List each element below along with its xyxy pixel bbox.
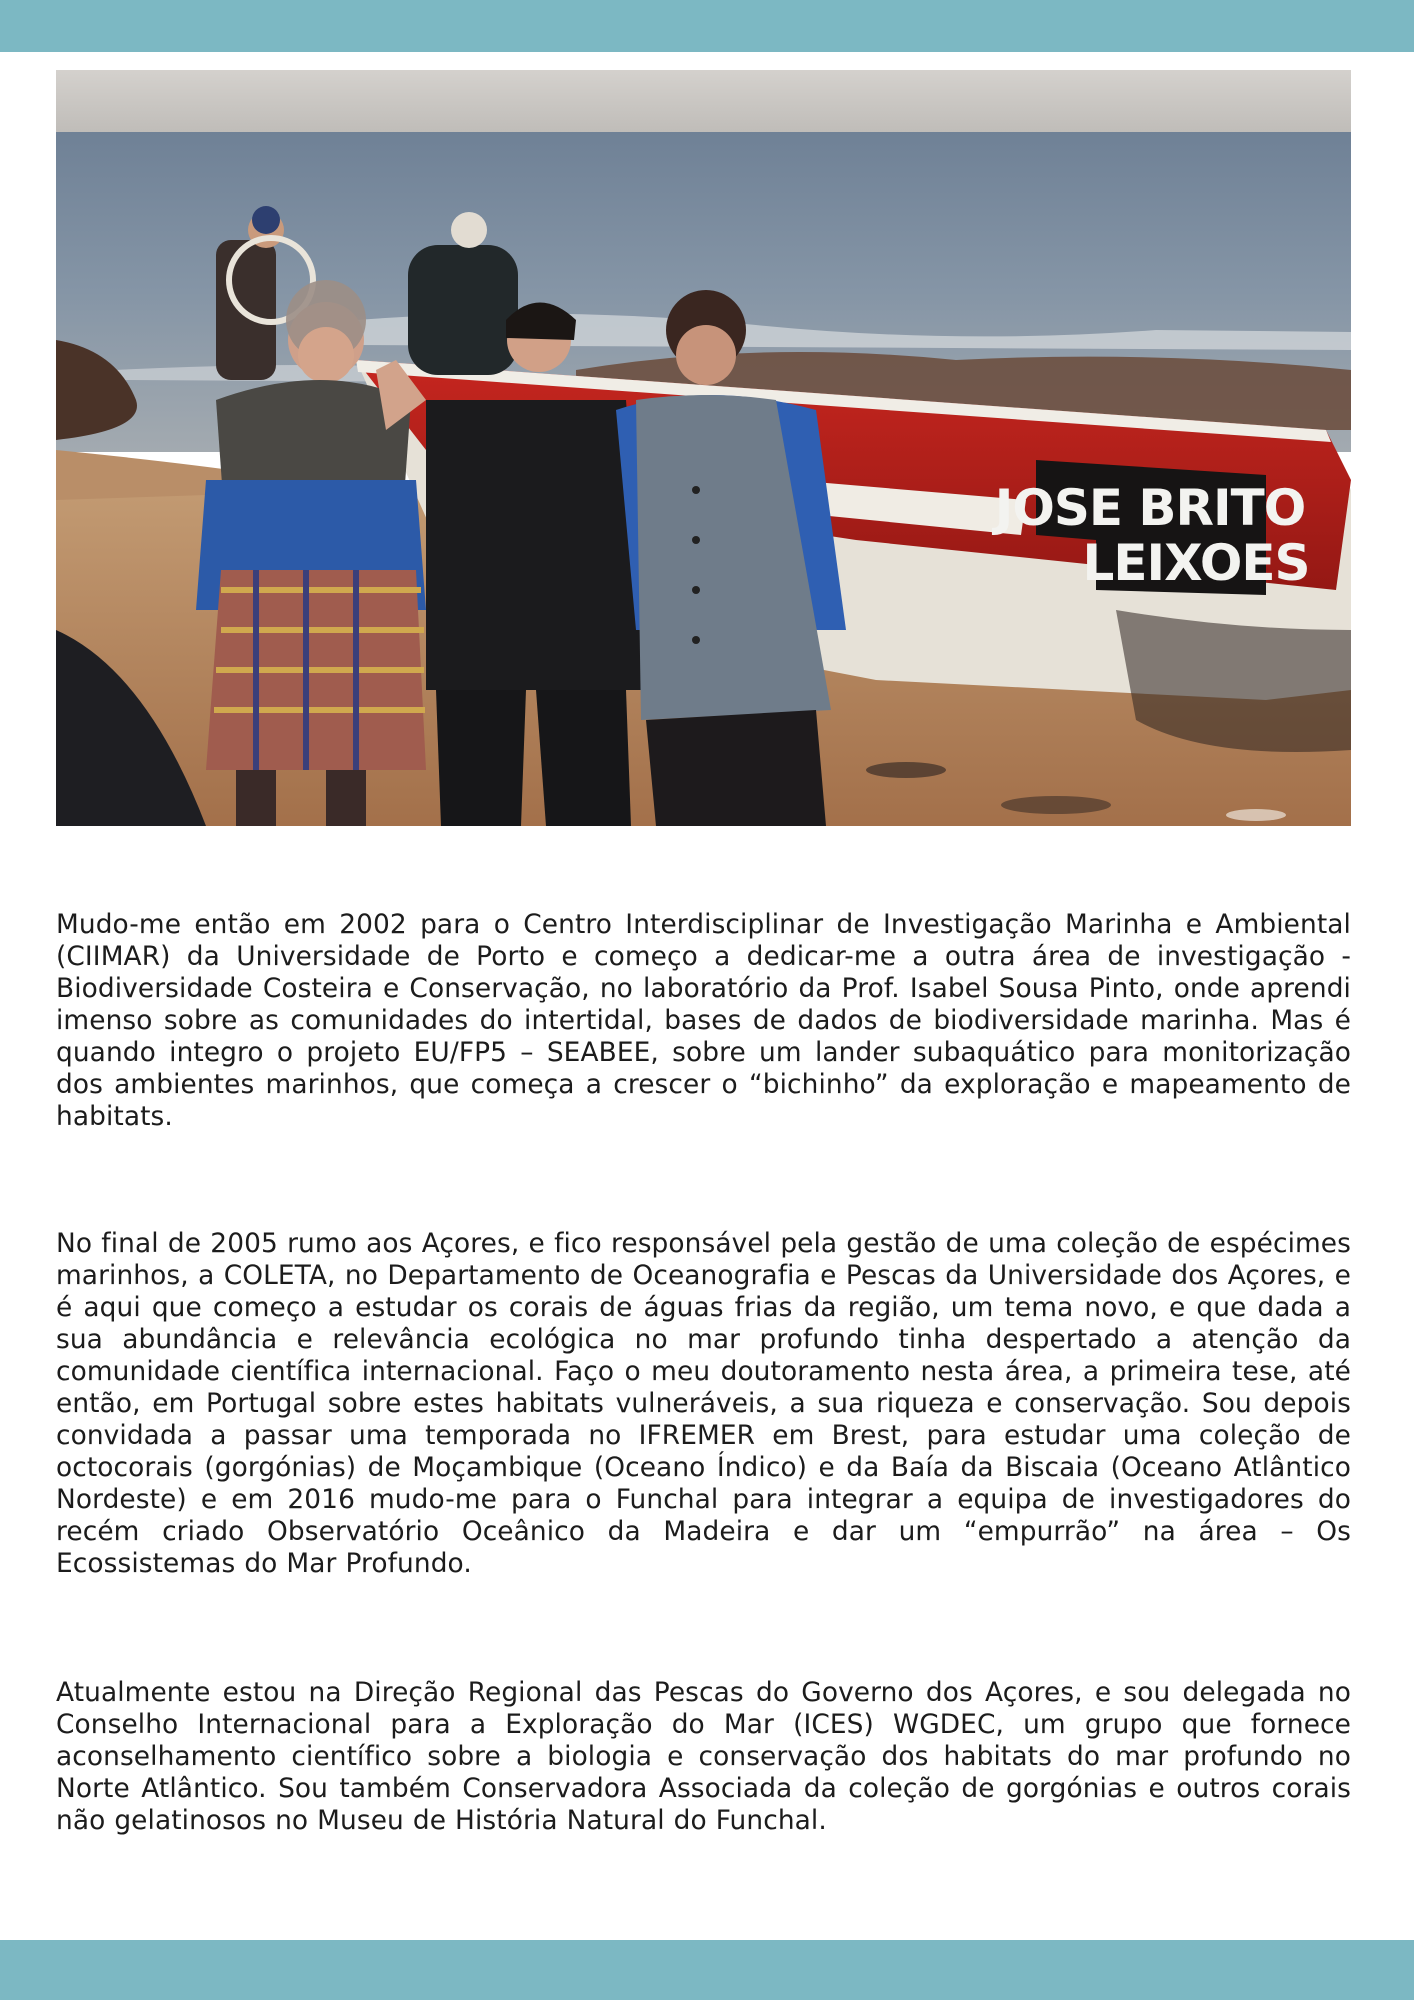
bottom-color-band bbox=[0, 1940, 1414, 2000]
paragraph-current-role: Atualmente estou na Direção Regional das Pescas do Governo dos Açores, e sou delegada no Conselho Internacional para a Exploração do Mar (ICES) WGDEC, um grupo que fornece aconselhamento científico sobre a biologia e conservação dos habitats do mar profundo no Norte Atlântico. Sou também Conservadora Associada da coleção de gorgónias e outros corais não gelatinosos no Museu de História Natural do Funchal. bbox=[56, 1677, 1351, 1836]
paragraph-acores: No final de 2005 rumo aos Açores, e fico responsável pela gestão de uma coleção de espécimes marinhos, a COLETA, no Departamento de Oceanografia e Pescas da Universidade dos Açores, e é aqui que começo a estudar os corais de águas frias da região, um tema novo, e que dada a sua abundância e relevância ecológica no mar profundo tinha despertado a atenção da comunidade científica internacional. Faço o meu doutoramento nesta área, a primeira tese, até então, em Portugal sobre estes habitats vulneráveis, a sua riqueza e conservação. Sou depois convidada a passar uma temporada no IFREMER em Brest, para estudar uma coleção de octocorais (gorgónias) de Moçambique (Oceano Índico) e da Baía da Biscaia (Oceano Atlântico Nordeste) e em 2016 mudo-me para o Funchal para integrar a equipa de investigadores do recém criado Observatório Oceânico da Madeira e dar um “empurrão” na área – Os Ecossistemas do Mar Profundo. bbox=[56, 1228, 1351, 1579]
boat-name-line1: JOSE BRITO bbox=[994, 479, 1306, 537]
top-color-band bbox=[0, 0, 1414, 52]
beach-photo bbox=[56, 70, 1351, 826]
paragraph-ciimar: Mudo-me então em 2002 para o Centro Interdisciplinar de Investigação Marinha e Ambiental (CIIMAR) da Universidade de Porto e começo a dedicar-me a outra área de investigação - Biodiversidade Costeira e Conservação, no laboratório da Prof. Isabel Sousa Pinto, onde aprendi imenso sobre as comunidades do intertidal, bases de dados de biodiversidade marinha. Mas é quando integro o projeto EU/FP5 – SEABEE, sobre um lander subaquático para monitorização dos ambientes marinhos, que começa a crescer o “bichinho” da exploração e mapeamento de habitats. bbox=[56, 909, 1351, 1132]
boat-name-line2: LEIXOES bbox=[1082, 534, 1310, 592]
